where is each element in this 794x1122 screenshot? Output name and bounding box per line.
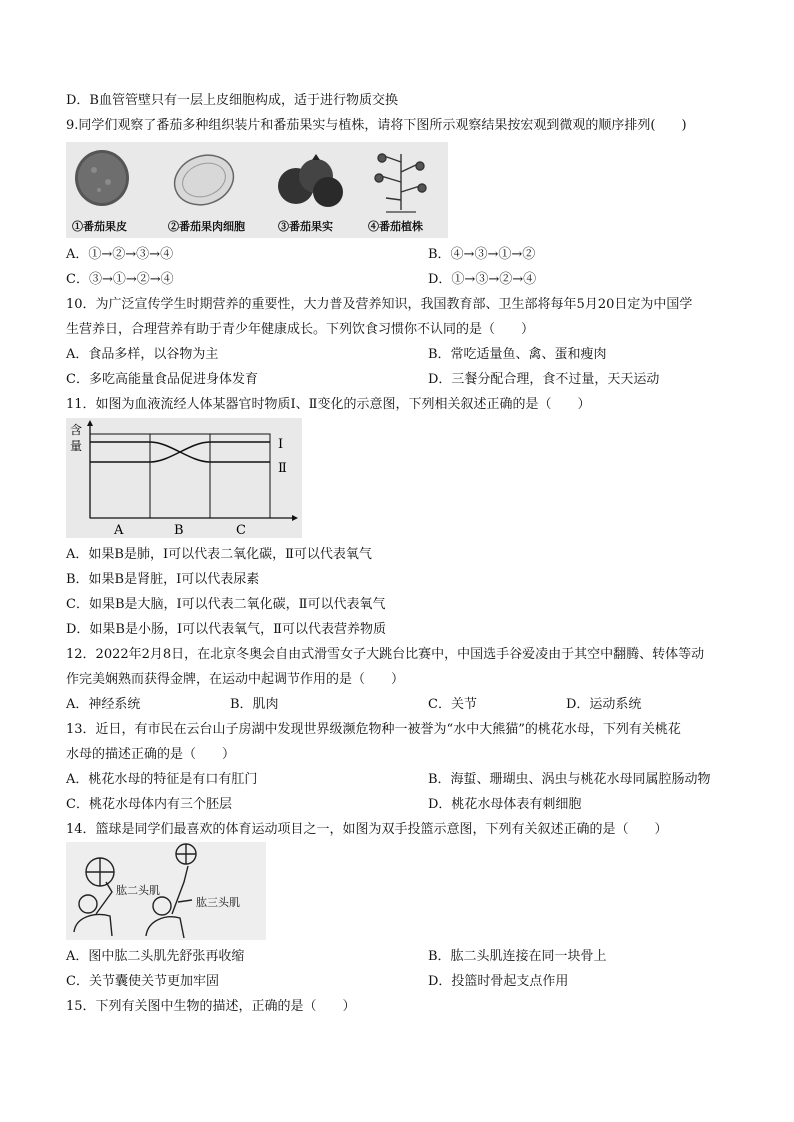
q11-segment-b: B [174,523,184,538]
q11-ylabel-1: 含 [70,423,83,437]
q11-option-c: C．如果B是大脑，Ⅰ可以代表二氧化碳，Ⅱ可以代表氧气 [66,597,386,612]
q14-stem: 14．篮球是同学们最喜欢的体育运动项目之一，如图为双手投篮示意图，下列有关叙述正确的是（ ） [66,822,668,837]
q11-segment-a: A [114,523,124,538]
q11-chart [66,418,302,538]
tomato-pulp-cell-image [168,147,241,213]
q14-label-triceps: 肱三头肌 [196,896,240,909]
q12-stem-line2: 作完美娴熟而获得金牌，在运动中起调节作用的是（ ） [66,672,405,687]
q9-option-c: C．③→①→②→④ [66,272,174,287]
q14-option-a: A．图中肱二头肌先舒张再收缩 [66,949,245,964]
q9-label-3: ③番茄果实 [278,220,333,233]
q13-option-a: A．桃花水母的特征是有口有肛门 [66,772,258,787]
q13-stem-line1: 13．近日，有市民在云台山子房湖中发现世界级濒危物种一被誉为“水中大熊猫”的桃花水母，下列有关桃花 [66,722,681,737]
q10-option-b: B．常吃适量鱼、禽、蛋和瘦肉 [428,347,607,362]
q9-stem: 9.同学们观察了番茄多种组织装片和番茄果实与植株，请将下图所示观察结果按宏观到微观的顺序排列( ) [66,118,687,133]
q9-option-b: B．④→③→①→② [428,247,536,262]
q14-figure-image [66,842,266,940]
q10-option-a: A．食品多样，以谷物为主 [66,347,219,362]
q14-option-c: C．关节囊使关节更加牢固 [66,974,219,989]
q11-x-arrow [292,515,298,521]
q12-option-b: B．肌肉 [230,697,279,712]
q14-figure [66,842,266,940]
q10-option-d: D．三餐分配合理，食不过量，天天运动 [428,372,660,387]
q13-option-d: D．桃花水母体表有刺细胞 [428,797,582,812]
q11-series-curve-2 [90,442,270,462]
q15-stem: 15．下列有关图中生物的描述，正确的是（ ） [66,999,356,1014]
q11-series-label-1: Ⅰ [278,437,284,452]
q11-option-a: A．如果B是肺，Ⅰ可以代表二氧化碳，Ⅱ可以代表氧气 [66,547,372,562]
q9-label-1: ①番茄果皮 [72,220,127,233]
q11-series-label-2: Ⅱ [278,461,287,476]
q11-option-b: B．如果B是肾脏，Ⅰ可以代表尿素 [66,572,260,587]
q13-option-c: C．桃花水母体内有三个胚层 [66,797,232,812]
q11-option-d: D．如果B是小肠，Ⅰ可以代表氧气，Ⅱ可以代表营养物质 [66,622,386,637]
q9-label-4: ④番茄植株 [368,220,423,233]
q11-figure [66,418,302,538]
q11-ylabel-2: 量 [70,439,83,453]
tomato-skin-image [75,150,129,206]
q14-label-biceps: 肱二头肌 [116,884,160,897]
q12-option-c: C．关节 [428,697,477,712]
q10-stem-line1: 10．为广泛宣传学生时期营养的重要性，大力普及营养知识，我国教育部、卫生部将每年5月20日定为中国学 [66,297,693,312]
q14-option-d: D．投篮时骨起支点作用 [428,974,569,989]
q8-option-d: D．B血管管壁只有一层上皮细胞构成，适于进行物质交换 [66,93,398,108]
q9-option-a: A．①→②→③→④ [66,247,174,262]
q13-stem-line2: 水母的描述正确的是（ ） [66,747,236,762]
tomato-fruit-image [278,154,343,207]
q9-figure [66,142,448,238]
q13-option-b: B．海蜇、珊瑚虫、涡虫与桃花水母同属腔肠动物 [428,772,711,787]
q11-segment-c: C [236,523,246,538]
q12-stem-line1: 12．2022年2月8日，在北京冬奥会自由式滑雪女子大跳台比赛中，中国选手谷爱凌由于其空中翻腾、转体等动 [66,647,705,662]
q12-option-d: D．运动系统 [566,697,642,712]
q14-option-b: B．肱二头肌连接在同一块骨上 [428,949,607,964]
q10-option-c: C．多吃高能量食品促进身体发育 [66,372,258,387]
q9-option-d: D．①→③→②→④ [428,272,537,287]
q10-stem-line2: 生营养日，合理营养有助于青少年健康成长。下列饮食习惯你不认同的是（ ） [66,322,535,337]
q12-option-a: A．神经系统 [66,697,141,712]
tomato-plant-image [375,154,426,212]
q11-stem: 11．如图为血液流经人体某器官时物质Ⅰ、Ⅱ变化的示意图，下列相关叙述正确的是（ ） [66,397,591,412]
q9-label-2: ②番茄果肉细胞 [168,220,245,233]
q11-y-arrow [87,420,93,426]
